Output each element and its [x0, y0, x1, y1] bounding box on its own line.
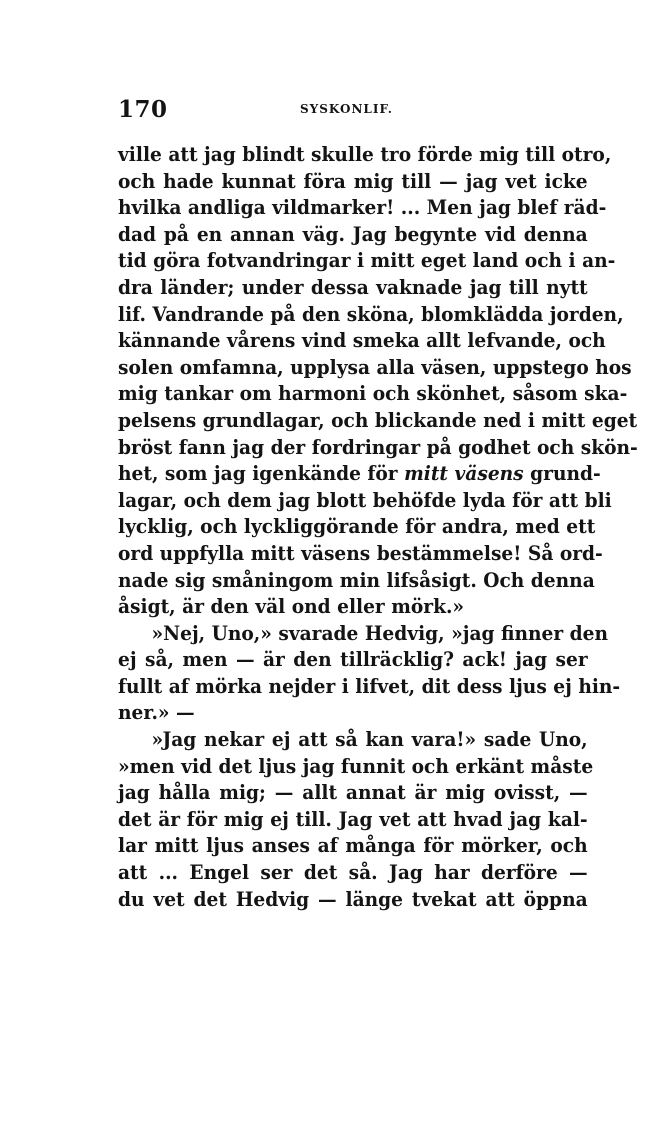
text-line: jag hålla mig; — allt annat är mig ovisst, — — [118, 780, 588, 805]
text-line: ville att jag blindt skulle tro förde mig till otro, — [118, 142, 612, 166]
running-title: SYSKONLIF. — [300, 102, 393, 116]
text-line: nade sig småningom min lifsåsigt. Och denna — [118, 567, 595, 592]
text-line-with-emphasis — [118, 460, 601, 487]
text-line: »Jag nekar ej att så kan vara!» sade Uno, — [151, 727, 588, 752]
text-line: det är för mig ej till. Jag vet att hvad jag kal- — [118, 806, 588, 831]
text-fragment: grund- — [523, 461, 601, 486]
emphasized-text: mitt väsens — [404, 461, 524, 486]
text-line: solen omfamna, upplysa alla väsen, uppstego hos — [118, 354, 632, 379]
text-line: »Nej, Uno,» svarade Hedvig, »jag finner den — [151, 620, 609, 645]
page-number: 170 — [118, 96, 168, 123]
body-text — [118, 141, 638, 912]
text-line: att ... Engel ser det så. Jag har derföre — — [118, 860, 588, 885]
text-line: dad på en annan väg. Jag begynte vid denna — [118, 221, 588, 246]
text-line: bröst fann jag der fordringar på godhet och skön- — [118, 434, 638, 459]
text-line: »men vid det ljus jag funnit och erkänt måste — [118, 753, 594, 778]
text-line: och hade kunnat föra mig till — jag vet icke — [118, 168, 588, 193]
running-head — [118, 96, 588, 126]
text-line: fullt af mörka nejder i lifvet, dit dess ljus ej hin- — [118, 673, 621, 698]
text-line: åsigt, är den väl ond eller mörk.» — [118, 594, 465, 619]
text-line: du vet det Hedvig — länge tvekat att öppna — [118, 886, 588, 911]
text-line: ord uppfylla mitt väsens bestämmelse! Så ord- — [118, 540, 603, 565]
text-line: ej så, men — är den tillräcklig? ack! jag ser — [118, 647, 588, 672]
text-line: hvilka andliga vildmarker! ... Men jag blef räd- — [118, 195, 607, 220]
text-line: kännande vårens vind smeka allt lefvande, och — [118, 328, 606, 353]
text-line: lar mitt ljus anses af många för mörker, och — [118, 833, 588, 858]
text-line: mig tankar om harmoni och skönhet, såsom ska- — [118, 381, 628, 406]
text-line: ner.» — — [118, 700, 195, 725]
text-line: dra länder; under dessa vaknade jag till nytt — [118, 274, 588, 299]
text-line: lif. Vandrande på den sköna, blomklädda jorden, — [118, 301, 624, 326]
text-line: tid göra fotvandringar i mitt eget land och i an- — [118, 248, 616, 273]
text-line: lycklig, och lyckliggörande för andra, med ett — [118, 514, 596, 539]
text-line: lagar, och dem jag blott behöfde lyda för att bli — [118, 487, 612, 512]
text-fragment: het, som jag igenkände för — [118, 461, 405, 486]
text-line: pelsens grundlagar, och blickande ned i mitt eget — [118, 407, 638, 432]
